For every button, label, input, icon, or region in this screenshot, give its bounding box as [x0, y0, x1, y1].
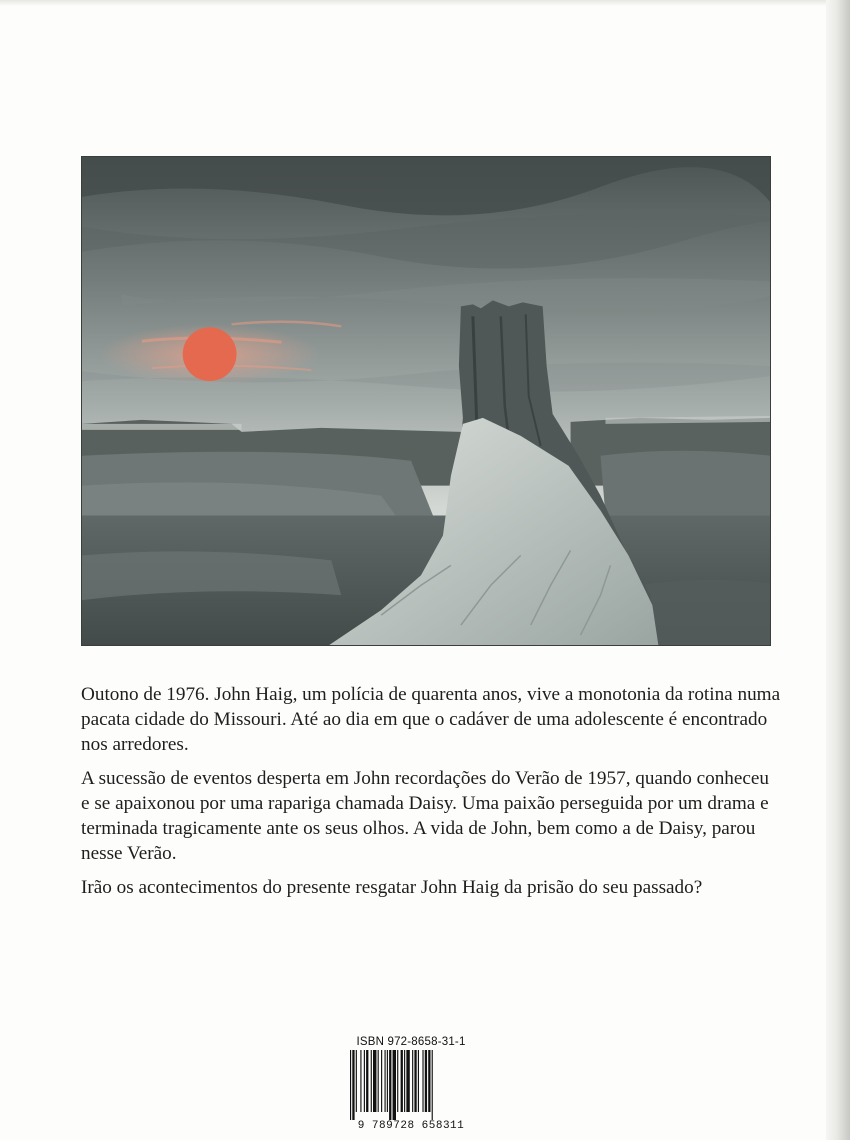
barcode-bar	[428, 1050, 430, 1112]
barcode-bar	[381, 1050, 382, 1112]
barcode-bar	[373, 1050, 376, 1112]
spine-edge	[826, 0, 850, 1140]
barcode-bar	[352, 1050, 354, 1120]
barcode-bar	[422, 1050, 423, 1112]
barcode-bar	[432, 1050, 433, 1120]
cover-illustration	[81, 156, 771, 646]
synopsis-text	[81, 682, 781, 909]
sun-shape	[183, 327, 237, 381]
barcode-bar	[371, 1050, 372, 1112]
top-edge	[0, 0, 850, 6]
barcode-bar	[406, 1050, 409, 1112]
barcode-bar	[412, 1050, 413, 1112]
barcode-bar	[397, 1050, 398, 1112]
isbn-barcode	[346, 1036, 476, 1136]
synopsis-paragraph-2: A sucessão de eventos desperta em John recordações do Verão de 1957, quando conheceu e se apaixonou por uma rapariga chamada Daisy. Uma paixão perseguida por um drama e terminada tragicamente ante os seus olhos. A vida de John, bem como a de Daisy, parou nesse Verão.	[81, 768, 770, 864]
barcode-bars	[346, 1050, 476, 1120]
barcode-bar	[404, 1050, 405, 1112]
synopsis-paragraph-1: Outono de 1976. John Haig, um polícia de quarenta anos, vive a monotonia da rotina numa pacata cidade do Missouri. Até ao dia em que o cadáver de uma adolescente é encontrado nos arredores.	[81, 684, 781, 755]
barcode-bar	[385, 1050, 386, 1112]
barcode-bar	[401, 1050, 403, 1112]
barcode-bar	[360, 1050, 361, 1112]
barcode-bar	[356, 1050, 357, 1112]
barcode-bar	[387, 1050, 388, 1112]
barcode-bar	[418, 1050, 419, 1112]
barcode-bar	[425, 1050, 427, 1112]
barcode-bar	[366, 1050, 368, 1112]
barcode-bar	[393, 1050, 396, 1120]
barcode-bar	[414, 1050, 416, 1112]
barcode-bar	[364, 1050, 365, 1112]
barcode-bar	[378, 1050, 379, 1112]
barcode-bar	[350, 1050, 351, 1120]
synopsis-paragraph-3: Irão os acontecimentos do presente resgatar John Haig da prisão do seu passado?	[81, 877, 703, 898]
isbn-label: ISBN 972-8658-31-1	[356, 1036, 466, 1048]
barcode-bar	[389, 1050, 391, 1120]
barcode-digits: 9 789728 658311	[357, 1120, 465, 1132]
